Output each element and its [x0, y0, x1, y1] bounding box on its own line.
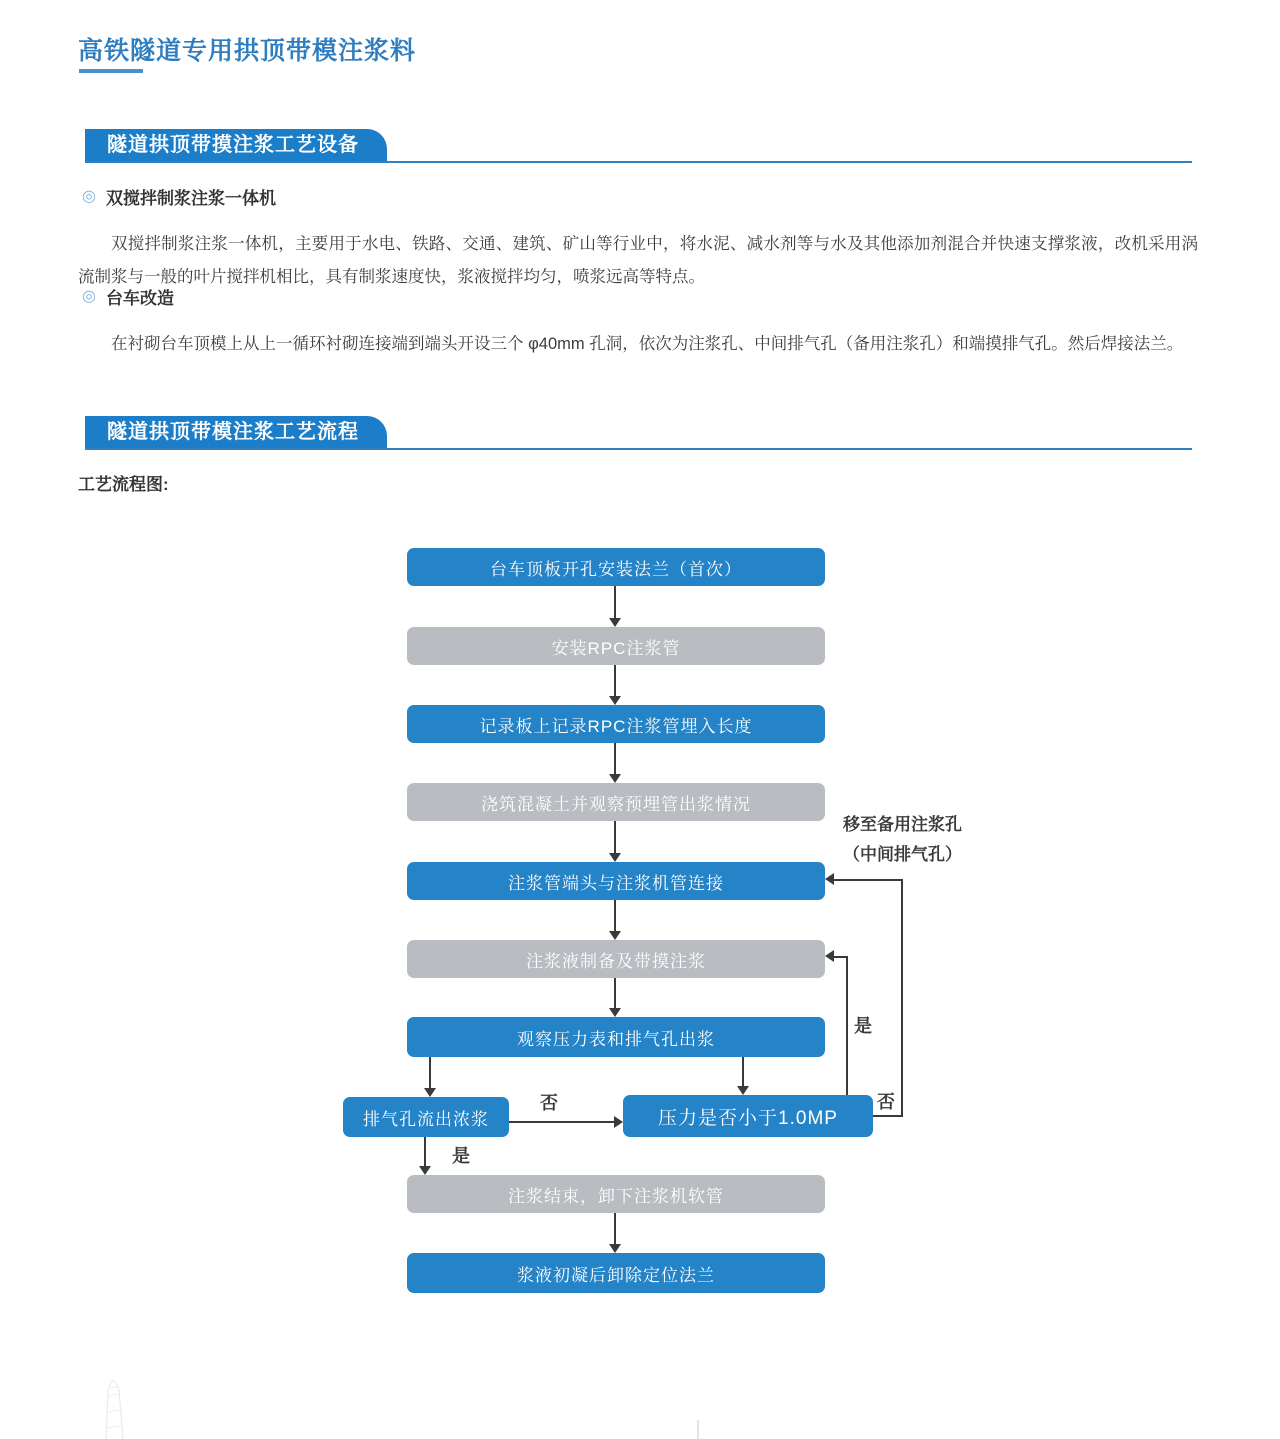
flow-node-pressure-check: 压力是否小于1.0MP [623, 1095, 873, 1137]
paragraph-mixer-description: 双搅拌制浆注浆一体机，主要用于水电、铁路、交通、建筑、矿山等行业中，将水泥、减水剂等与水及其他添加剂混合并快速支撑浆液，改机采用涡流制浆与一般的叶片搅拌机相比，具有制浆速度快，浆液搅拌均匀，喷浆远高等特点。 [78, 234, 1198, 286]
list-item-heading: 双搅拌制浆注浆一体机 [105, 189, 276, 208]
arrow-down-icon [614, 978, 616, 1008]
loop-yes-line [834, 956, 848, 958]
flow-node-remove-flange: 浆液初凝后卸除定位法兰 [407, 1253, 825, 1293]
flow-node-install-rpc-pipe: 安装RPC注浆管 [407, 627, 825, 665]
edge-label-no: 否 [877, 1092, 895, 1112]
section-header-equipment: 隧道拱顶带摸注浆工艺设备 [85, 129, 387, 162]
arrow-down-icon [429, 1057, 431, 1088]
double-circle-bullet-icon: ◎ [82, 287, 96, 305]
flow-node-prepare-grout: 注浆液制备及带摸注浆 [407, 940, 825, 978]
title-underline [79, 69, 143, 73]
flow-node-connect-pipe: 注浆管端头与注浆机管连接 [407, 862, 825, 900]
flow-node-install-flange: 台车顶板开孔安装法兰（首次） [407, 548, 825, 586]
edge-label-yes: 是 [452, 1146, 470, 1166]
loop-annotation-line2: （中间排气孔） [843, 845, 962, 864]
arrow-down-icon [614, 1213, 616, 1244]
list-item-trolley [82, 284, 174, 309]
section-header-process: 隧道拱顶带模注浆工艺流程 [85, 416, 387, 449]
arrow-down-icon [614, 821, 616, 853]
flow-node-vent-thick-grout: 排气孔流出浓浆 [343, 1097, 509, 1137]
list-item-mixer [82, 184, 276, 209]
loop-no-line [834, 879, 903, 881]
loop-annotation-line1: 移至备用注浆孔 [843, 815, 962, 834]
flow-node-observe-pressure: 观察压力表和排气孔出浆 [407, 1017, 825, 1057]
arrow-right-icon [509, 1121, 614, 1123]
loop-no-line [873, 1115, 903, 1117]
flowchart-caption: 工艺流程图: [78, 475, 169, 494]
edge-label-yes: 是 [854, 1016, 872, 1036]
watermark-line [697, 1420, 699, 1439]
arrow-down-icon [742, 1057, 744, 1086]
double-circle-bullet-icon: ◎ [82, 187, 96, 205]
page-title: 高铁隧道专用拱顶带模注浆料 [78, 36, 417, 65]
arrow-down-icon [614, 900, 616, 931]
arrow-down-icon [614, 743, 616, 774]
arrow-down-icon [424, 1137, 426, 1166]
section-divider [85, 161, 1192, 163]
flow-node-pour-concrete: 浇筑混凝土并观察预埋管出浆情况 [407, 783, 825, 821]
arrow-left-icon [825, 873, 834, 885]
loop-no-line [901, 880, 903, 1117]
arrow-down-icon [614, 665, 616, 696]
edge-label-no: 否 [540, 1093, 558, 1113]
loop-yes-line [846, 957, 848, 1095]
flow-node-grouting-finished: 注浆结束，卸下注浆机软管 [407, 1175, 825, 1213]
section-divider [85, 448, 1192, 450]
loop-annotation [843, 810, 1018, 870]
watermark-building-sketch [92, 1378, 142, 1439]
paragraph-trolley-description: 在衬砌台车顶模上从上一循环衬砌连接端到端头开设三个 φ40mm 孔洞，依次为注浆孔、中间排气孔（备用注浆孔）和端摸排气孔。然后焊接法兰。 [111, 334, 1184, 353]
list-item-heading: 台车改造 [105, 289, 174, 308]
arrow-down-icon [614, 586, 616, 618]
flow-node-record-length: 记录板上记录RPC注浆管埋入长度 [407, 705, 825, 743]
arrow-left-icon [825, 950, 834, 962]
